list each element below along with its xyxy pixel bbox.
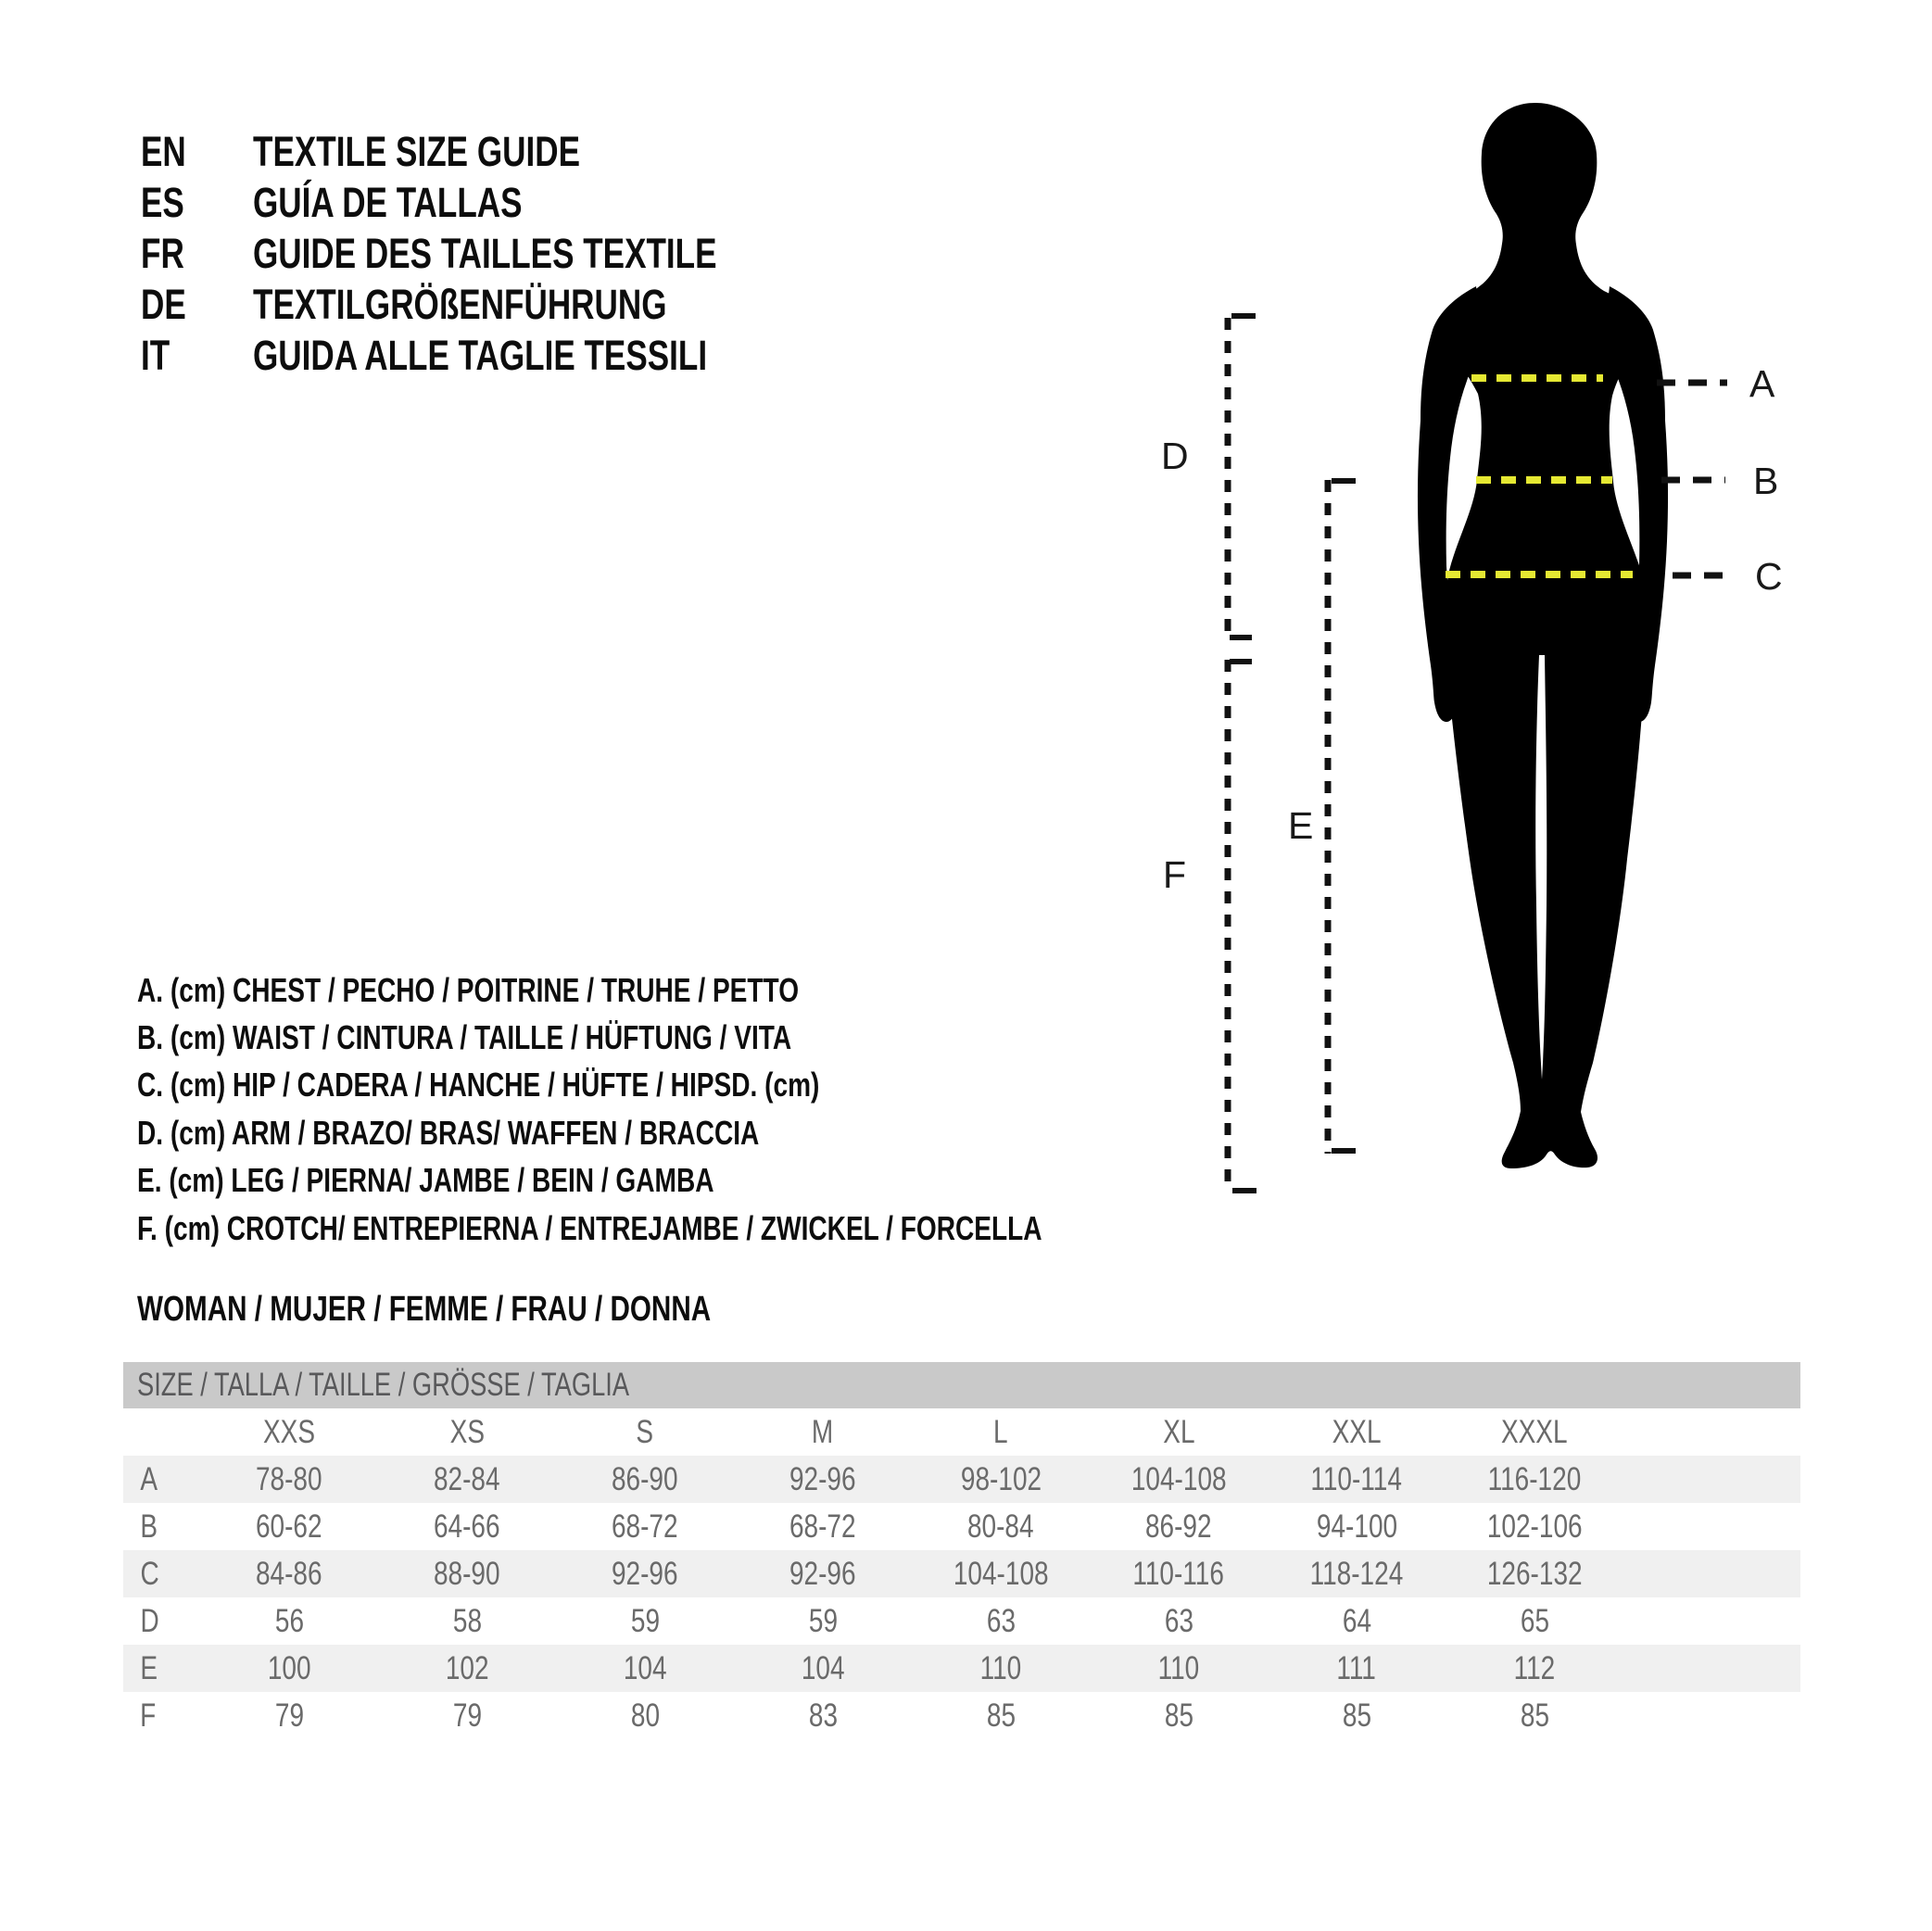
value-cell xyxy=(556,1698,734,1735)
value-cell xyxy=(912,1461,1090,1498)
value-text: 85 xyxy=(1342,1697,1371,1734)
size-column-header xyxy=(1090,1414,1268,1451)
value-text: 116-120 xyxy=(1487,1460,1582,1497)
value-text: 110 xyxy=(979,1649,1022,1686)
size-column-header-text: XXXL xyxy=(1501,1413,1568,1450)
language-row xyxy=(141,279,783,330)
value-cell xyxy=(1446,1508,1623,1546)
value-cell xyxy=(200,1698,378,1735)
legend-row xyxy=(137,1014,976,1061)
row-label-text: E xyxy=(140,1649,158,1686)
table-row xyxy=(123,1692,1800,1739)
row-label xyxy=(123,1698,200,1735)
size-column-header-text: L xyxy=(993,1413,1008,1450)
value-text: 85 xyxy=(1164,1697,1193,1734)
value-cell xyxy=(1268,1556,1446,1593)
row-label xyxy=(123,1461,200,1498)
language-row xyxy=(141,126,673,177)
legend-text: E. (cm) LEG / PIERNA/ JAMBE / BEIN / GAMBA xyxy=(137,1161,714,1200)
row-label-text: A xyxy=(140,1460,158,1497)
language-code: IT xyxy=(141,331,170,379)
value-cell xyxy=(1090,1508,1268,1546)
value-text: 64 xyxy=(1342,1602,1371,1639)
legend-text: B. (cm) WAIST / CINTURA / TAILLE / HÜFTUNG / VITA xyxy=(137,1017,792,1056)
value-cell xyxy=(378,1650,556,1687)
value-cell xyxy=(378,1508,556,1546)
value-text: 92-96 xyxy=(789,1460,856,1497)
value-cell xyxy=(1446,1698,1623,1735)
size-column-header xyxy=(912,1414,1090,1451)
row-label xyxy=(123,1508,200,1546)
row-label xyxy=(123,1556,200,1593)
value-cell xyxy=(378,1603,556,1640)
value-text: 59 xyxy=(630,1602,660,1639)
value-text: 59 xyxy=(808,1602,838,1639)
value-text: 110-116 xyxy=(1132,1555,1225,1592)
value-text: 100 xyxy=(267,1649,311,1686)
size-table-header-label: SIZE / TALLA / TAILLE / GRÖSSE / TAGLIA xyxy=(137,1367,630,1403)
language-title: GUÍA DE TALLAS xyxy=(253,178,523,226)
value-text: 63 xyxy=(1164,1602,1193,1639)
value-text: 68-72 xyxy=(612,1508,678,1545)
value-cell xyxy=(200,1461,378,1498)
legend-row xyxy=(137,1109,935,1156)
value-cell xyxy=(1268,1698,1446,1735)
value-cell xyxy=(1090,1698,1268,1735)
table-row xyxy=(123,1645,1800,1692)
legend-text: F. (cm) CROTCH/ ENTREPIERNA / ENTREJAMBE / ZWICKEL / FORCELLA xyxy=(137,1208,1042,1247)
crotch-label: F xyxy=(1163,853,1187,896)
table-row xyxy=(123,1550,1800,1597)
value-text: 83 xyxy=(808,1697,838,1734)
language-row xyxy=(141,330,835,381)
value-text: 98-102 xyxy=(960,1460,1042,1497)
value-text: 86-90 xyxy=(612,1460,678,1497)
value-text: 112 xyxy=(1513,1649,1556,1686)
value-cell xyxy=(556,1508,734,1546)
value-cell xyxy=(734,1698,912,1735)
value-text: 56 xyxy=(274,1602,304,1639)
row-label xyxy=(123,1650,200,1687)
language-title: TEXTILGRÖßENFÜHRUNG xyxy=(253,280,667,328)
legend-text: C. (cm) HIP / CADERA / HANCHE / HÜFTE / HIPSD. (cm) xyxy=(137,1066,820,1104)
value-text: 80-84 xyxy=(967,1508,1034,1545)
size-header-row xyxy=(123,1408,1800,1456)
value-cell xyxy=(1090,1461,1268,1498)
value-text: 94-100 xyxy=(1316,1508,1397,1545)
language-title: GUIDE DES TAILLES TEXTILE xyxy=(253,229,717,277)
size-column-header-text: M xyxy=(812,1413,834,1450)
legend-text: A. (cm) CHEST / PECHO / POITRINE / TRUHE / PETTO xyxy=(137,970,800,1009)
value-text: 104-108 xyxy=(953,1555,1049,1592)
size-column-header xyxy=(1446,1414,1623,1451)
value-cell xyxy=(734,1650,912,1687)
value-text: 111 xyxy=(1336,1649,1377,1686)
table-row xyxy=(123,1503,1800,1550)
value-text: 102 xyxy=(445,1649,489,1686)
size-column-header-text: XXL xyxy=(1332,1413,1382,1450)
value-text: 104 xyxy=(623,1649,667,1686)
language-title: TEXTILE SIZE GUIDE xyxy=(253,127,580,175)
size-table xyxy=(123,1362,1800,1739)
value-cell xyxy=(378,1556,556,1593)
row-label-text: C xyxy=(140,1555,159,1592)
value-cell xyxy=(912,1508,1090,1546)
value-cell xyxy=(1446,1603,1623,1640)
value-cell xyxy=(734,1508,912,1546)
value-cell xyxy=(1446,1461,1623,1498)
row-label-text: F xyxy=(140,1697,157,1734)
size-column-header xyxy=(556,1414,734,1451)
value-cell xyxy=(556,1603,734,1640)
value-text: 58 xyxy=(452,1602,482,1639)
size-column-header xyxy=(378,1414,556,1451)
value-cell xyxy=(1268,1508,1446,1546)
value-cell xyxy=(1446,1650,1623,1687)
value-text: 118-124 xyxy=(1309,1555,1404,1592)
value-cell xyxy=(734,1556,912,1593)
value-cell xyxy=(378,1698,556,1735)
value-text: 110 xyxy=(1157,1649,1200,1686)
value-cell xyxy=(556,1461,734,1498)
value-text: 88-90 xyxy=(434,1555,500,1592)
language-code: EN xyxy=(141,127,186,175)
row-label-text: B xyxy=(140,1508,158,1545)
value-text: 92-96 xyxy=(789,1555,856,1592)
value-text: 68-72 xyxy=(789,1508,856,1545)
hip-label: C xyxy=(1755,555,1783,598)
size-column-header-text: XS xyxy=(449,1413,485,1450)
legend-text: D. (cm) ARM / BRAZO/ BRAS/ WAFFEN / BRACCIA xyxy=(137,1113,760,1152)
value-cell xyxy=(734,1461,912,1498)
value-text: 92-96 xyxy=(612,1555,678,1592)
value-cell xyxy=(1268,1461,1446,1498)
gender-heading-text: WOMAN / MUJER / FEMME / FRAU / DONNA xyxy=(137,1290,712,1329)
language-code: ES xyxy=(141,178,184,226)
legend-row xyxy=(137,1205,1297,1252)
language-row xyxy=(141,228,848,279)
size-column-header xyxy=(1268,1414,1446,1451)
language-row xyxy=(141,177,598,228)
value-text: 78-80 xyxy=(256,1460,322,1497)
value-cell xyxy=(200,1650,378,1687)
value-cell xyxy=(1090,1556,1268,1593)
value-text: 79 xyxy=(274,1697,304,1734)
value-cell xyxy=(1268,1603,1446,1640)
value-cell xyxy=(1090,1603,1268,1640)
size-column-header-text: S xyxy=(636,1413,654,1450)
legend-row xyxy=(137,1157,877,1205)
value-text: 104-108 xyxy=(1130,1460,1227,1497)
size-column-header xyxy=(734,1414,912,1451)
row-label xyxy=(123,1603,200,1640)
table-row xyxy=(123,1456,1800,1503)
table-row xyxy=(123,1597,1800,1645)
legend-row xyxy=(137,1062,1012,1109)
value-cell xyxy=(1090,1650,1268,1687)
value-text: 60-62 xyxy=(256,1508,322,1545)
value-cell xyxy=(912,1650,1090,1687)
value-cell xyxy=(1268,1650,1446,1687)
value-text: 79 xyxy=(452,1697,482,1734)
gender-heading xyxy=(137,1286,873,1333)
value-cell xyxy=(378,1461,556,1498)
arm-label: D xyxy=(1161,435,1189,477)
value-cell xyxy=(1446,1556,1623,1593)
size-column-header-text: XXS xyxy=(262,1413,316,1450)
size-table-header-bar xyxy=(123,1362,1800,1408)
measurement-figure xyxy=(1149,88,1816,1214)
value-text: 85 xyxy=(986,1697,1016,1734)
value-text: 85 xyxy=(1520,1697,1549,1734)
value-cell xyxy=(200,1603,378,1640)
size-table-body xyxy=(123,1456,1800,1739)
value-text: 104 xyxy=(801,1649,845,1686)
value-cell xyxy=(912,1556,1090,1593)
value-text: 63 xyxy=(986,1602,1016,1639)
value-text: 80 xyxy=(630,1697,660,1734)
value-cell xyxy=(200,1556,378,1593)
value-text: 86-92 xyxy=(1145,1508,1212,1545)
chest-label: A xyxy=(1749,362,1775,405)
language-code: FR xyxy=(141,229,184,277)
value-text: 126-132 xyxy=(1486,1555,1583,1592)
value-text: 64-66 xyxy=(434,1508,500,1545)
row-label-text: D xyxy=(140,1602,159,1639)
value-text: 65 xyxy=(1520,1602,1549,1639)
value-cell xyxy=(556,1556,734,1593)
value-text: 110-114 xyxy=(1310,1460,1403,1497)
value-cell xyxy=(912,1603,1090,1640)
value-cell xyxy=(200,1508,378,1546)
value-cell xyxy=(734,1603,912,1640)
language-title: GUIDA ALLE TAGLIE TESSILI xyxy=(253,331,708,379)
leg-label: E xyxy=(1288,804,1314,847)
waist-label: B xyxy=(1753,460,1779,502)
value-text: 102-106 xyxy=(1486,1508,1583,1545)
size-column-header-text: XL xyxy=(1162,1413,1195,1450)
size-column-header xyxy=(200,1414,378,1451)
value-text: 82-84 xyxy=(434,1460,500,1497)
value-text: 84-86 xyxy=(256,1555,322,1592)
legend-row xyxy=(137,966,985,1014)
language-code: DE xyxy=(141,280,186,328)
value-cell xyxy=(556,1650,734,1687)
value-cell xyxy=(912,1698,1090,1735)
